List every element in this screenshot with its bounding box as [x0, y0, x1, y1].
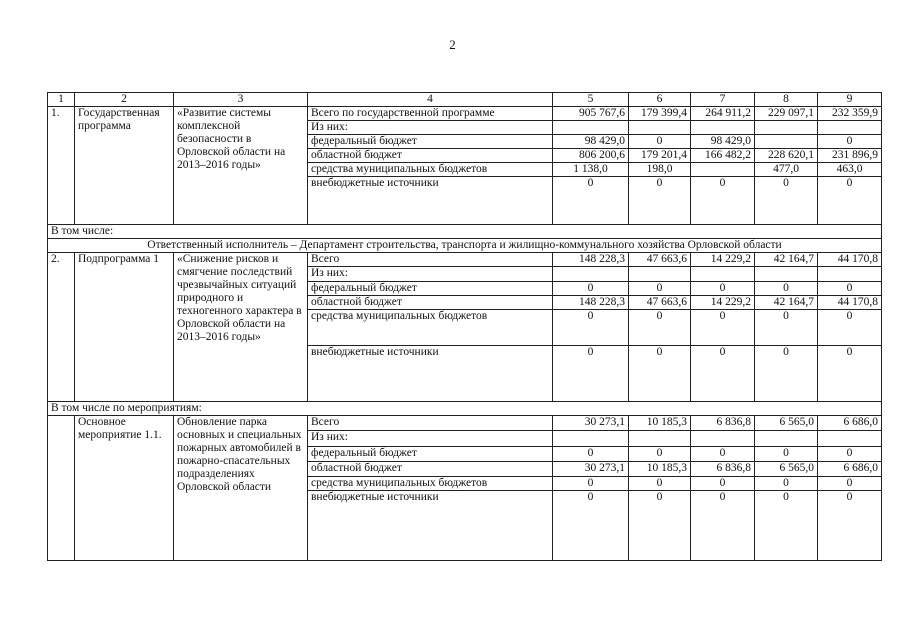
value-cell: 0	[755, 282, 818, 296]
value-cell: 477,0	[755, 163, 818, 177]
value-cell: 10 185,3	[629, 462, 691, 477]
section-row	[48, 402, 882, 416]
section-label: В том числе по мероприятиям:	[48, 402, 882, 416]
value-cell: 0	[818, 135, 882, 149]
header-cell: 2	[75, 93, 174, 107]
value-cell: 0	[691, 447, 755, 462]
value-cell: 0	[629, 177, 691, 225]
value-cell: 229 097,1	[755, 107, 818, 121]
value-cell: 198,0	[629, 163, 691, 177]
header-cell: 9	[818, 93, 882, 107]
row-label: областной бюджет	[308, 462, 553, 477]
value-cell	[553, 121, 629, 135]
value-cell: 0	[818, 477, 882, 491]
responsible-executor: Ответственный исполнитель – Департамент строительства, транспорта и жилищно-коммунального хозяйства Орловской области	[48, 239, 882, 253]
header-cell: 1	[48, 93, 75, 107]
row-label: внебюджетные источники	[308, 177, 553, 225]
value-cell: 0	[553, 477, 629, 491]
value-cell: 0	[629, 346, 691, 402]
value-cell: 0	[691, 282, 755, 296]
row-number	[48, 416, 75, 561]
value-cell: 47 663,6	[629, 253, 691, 267]
header-cell: 6	[629, 93, 691, 107]
value-cell: 0	[629, 282, 691, 296]
value-cell: 148 228,3	[553, 253, 629, 267]
value-cell: 42 164,7	[755, 296, 818, 310]
value-cell: 0	[629, 477, 691, 491]
value-cell: 0	[691, 177, 755, 225]
value-cell	[818, 431, 882, 447]
header-cell: 8	[755, 93, 818, 107]
value-cell: 0	[553, 447, 629, 462]
value-cell: 44 170,8	[818, 253, 882, 267]
header-cell: 4	[308, 93, 553, 107]
program-title: «Развитие системы комплексной безопасности в Орловской области на 2013–2016 годы»	[174, 107, 308, 225]
value-cell: 6 565,0	[755, 416, 818, 431]
value-cell: 0	[818, 491, 882, 561]
value-cell: 0	[755, 177, 818, 225]
value-cell: 44 170,8	[818, 296, 882, 310]
value-cell: 6 836,8	[691, 416, 755, 431]
row-number: 1.	[48, 107, 75, 225]
value-cell: 0	[818, 282, 882, 296]
value-cell: 0	[818, 346, 882, 402]
value-cell: 806 200,6	[553, 149, 629, 163]
value-cell: 905 767,6	[553, 107, 629, 121]
value-cell	[553, 431, 629, 447]
value-cell: 179 201,4	[629, 149, 691, 163]
value-cell: 30 273,1	[553, 462, 629, 477]
row-label: федеральный бюджет	[308, 447, 553, 462]
section-label: В том числе:	[48, 225, 882, 239]
row-label: средства муниципальных бюджетов	[308, 477, 553, 491]
value-cell	[691, 431, 755, 447]
value-cell: 0	[755, 310, 818, 346]
row-number: 2.	[48, 253, 75, 402]
value-cell: 463,0	[818, 163, 882, 177]
value-cell: 0	[553, 346, 629, 402]
subprogram-name: Подпрограмма 1	[75, 253, 174, 402]
financing-table	[47, 92, 882, 561]
value-cell: 14 229,2	[691, 296, 755, 310]
header-cell: 7	[691, 93, 755, 107]
row-label: внебюджетные источники	[308, 491, 553, 561]
row-label: Всего	[308, 253, 553, 267]
value-cell: 30 273,1	[553, 416, 629, 431]
value-cell: 10 185,3	[629, 416, 691, 431]
header-cell: 5	[553, 93, 629, 107]
row-label: средства муниципальных бюджетов	[308, 163, 553, 177]
value-cell	[818, 121, 882, 135]
value-cell: 179 399,4	[629, 107, 691, 121]
value-cell	[755, 431, 818, 447]
value-cell: 0	[755, 477, 818, 491]
header-cell: 3	[174, 93, 308, 107]
row-label: федеральный бюджет	[308, 282, 553, 296]
header-row	[48, 93, 882, 107]
section-row	[48, 239, 882, 253]
value-cell	[629, 431, 691, 447]
value-cell	[691, 121, 755, 135]
value-cell: 6 686,0	[818, 462, 882, 477]
section-row	[48, 225, 882, 239]
value-cell	[818, 267, 882, 282]
value-cell: 0	[553, 310, 629, 346]
value-cell: 0	[553, 491, 629, 561]
value-cell: 0	[691, 477, 755, 491]
value-cell: 232 359,9	[818, 107, 882, 121]
table-row	[48, 107, 882, 121]
value-cell	[691, 267, 755, 282]
value-cell: 0	[691, 491, 755, 561]
value-cell: 42 164,7	[755, 253, 818, 267]
table-row	[48, 253, 882, 267]
page-number: 2	[449, 37, 456, 52]
value-cell: 148 228,3	[553, 296, 629, 310]
value-cell: 6 565,0	[755, 462, 818, 477]
row-label: внебюджетные источники	[308, 346, 553, 402]
value-cell	[691, 163, 755, 177]
row-label: федеральный бюджет	[308, 135, 553, 149]
subprogram-title: «Снижение рисков и смягчение последствий чрезвычайных ситуаций природного и техногенного характера в Орловской области на 2013–2016 годы»	[174, 253, 308, 402]
value-cell: 47 663,6	[629, 296, 691, 310]
value-cell: 14 229,2	[691, 253, 755, 267]
value-cell: 0	[691, 310, 755, 346]
value-cell	[755, 135, 818, 149]
value-cell: 0	[755, 346, 818, 402]
row-label: Всего по государственной программе	[308, 107, 553, 121]
value-cell: 0	[553, 177, 629, 225]
row-label: Из них:	[308, 267, 553, 282]
value-cell: 0	[755, 447, 818, 462]
row-label: областной бюджет	[308, 149, 553, 163]
value-cell	[553, 267, 629, 282]
table-row	[48, 416, 882, 431]
row-label: Из них:	[308, 121, 553, 135]
value-cell: 264 911,2	[691, 107, 755, 121]
row-label: средства муниципальных бюджетов	[308, 310, 553, 346]
value-cell: 0	[629, 135, 691, 149]
value-cell: 0	[629, 310, 691, 346]
value-cell: 0	[755, 491, 818, 561]
value-cell: 0	[629, 491, 691, 561]
value-cell: 0	[818, 447, 882, 462]
value-cell: 98 429,0	[691, 135, 755, 149]
event-title: Обновление парка основных и специальных пожарных автомобилей в пожарно-спасательных подразделениях Орловской области	[174, 416, 308, 561]
value-cell	[629, 267, 691, 282]
row-label: Всего	[308, 416, 553, 431]
value-cell: 6 686,0	[818, 416, 882, 431]
value-cell: 166 482,2	[691, 149, 755, 163]
value-cell: 228 620,1	[755, 149, 818, 163]
value-cell: 0	[629, 447, 691, 462]
value-cell: 6 836,8	[691, 462, 755, 477]
value-cell: 0	[553, 282, 629, 296]
row-label: Из них:	[308, 431, 553, 447]
value-cell: 0	[818, 310, 882, 346]
value-cell	[755, 121, 818, 135]
value-cell: 0	[691, 346, 755, 402]
value-cell	[629, 121, 691, 135]
row-label: областной бюджет	[308, 296, 553, 310]
value-cell: 1 138,0	[553, 163, 629, 177]
value-cell	[755, 267, 818, 282]
event-name: Основное мероприятие 1.1.	[75, 416, 174, 561]
program-name: Государственная программа	[75, 107, 174, 225]
value-cell: 231 896,9	[818, 149, 882, 163]
value-cell: 98 429,0	[553, 135, 629, 149]
value-cell: 0	[818, 177, 882, 225]
